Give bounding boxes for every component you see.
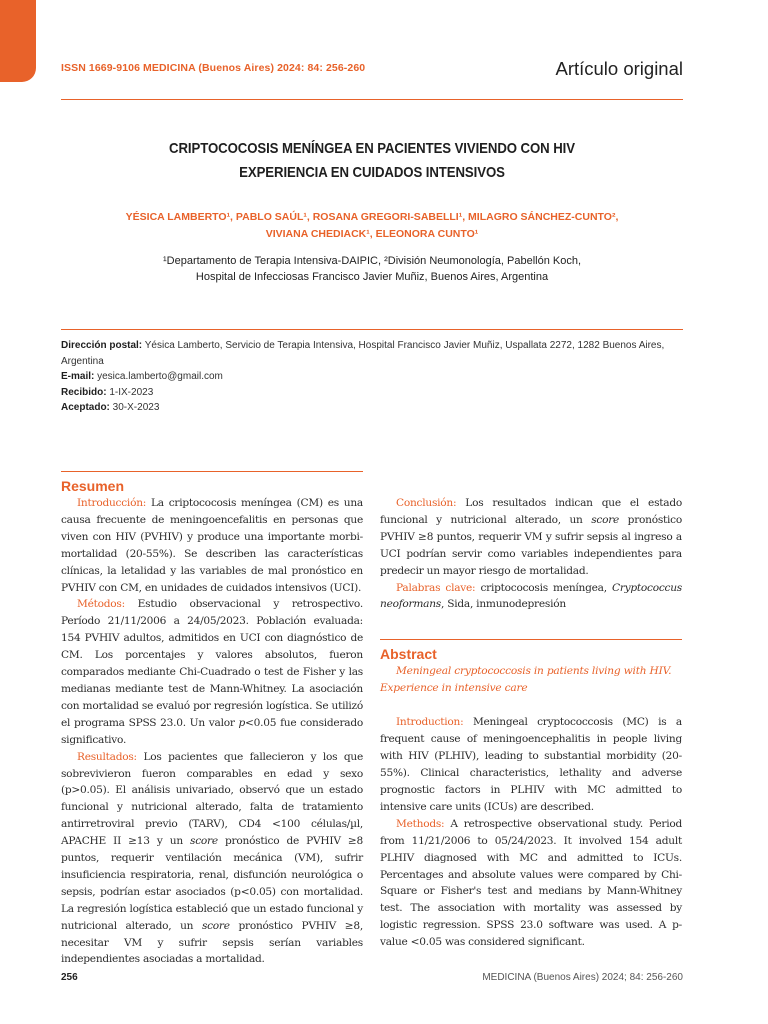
abs-intro-text: Meningeal cryptococcosis (MC) is a frequent cause of meningoencephalitis in people living with HIV (PLHIV), leading to substantial morbidity (20-55%). Clinical characteristics, lethality and adverse prognostic factors in PLHIV with MC admitted to intensive care units (ICUs) are described.	[380, 716, 682, 813]
accepted-value: 30-X-2023	[109, 402, 160, 413]
results-text-2: pronóstico de PVHIV ≥8 puntos, requerir ventilación mecánica (VM), sufrir insuficiencia respiratoria, renal, disfunción neurológica o sepsis, podrían estar asociados (p<0.05) con mortalidad. La regresión logística estableció que un estado funcional y nutricional alterado, un	[61, 835, 363, 932]
methods-tail: <0.05 fue considerado significativo.	[61, 716, 363, 746]
conclusion-label: Conclusión:	[396, 497, 457, 509]
methods-text: Estudio observacional y retrospectivo. Período 21/11/2006 a 24/05/2023. Población evaluada: 154 PVHIV adultos, admitidos en UCI con diagnóstico de CM. Los porcentajes y valores absolutos, fueron comparados mediante Chi-Cuadrado o test de Fisher y las medianas mediante test de Mann-Whitney. La asociación con mortalidad se evaluó por regresión logística. Se utilizó el programa SPSS 23.0. Un valor	[61, 598, 363, 729]
postal-address	[61, 338, 683, 369]
abstract-heading: Abstract	[380, 646, 437, 663]
header-divider	[61, 99, 683, 100]
affiliation-line-1: ¹Departamento de Terapia Intensiva-DAIPIC, ²División Neumonología, Pabellón Koch,	[162, 255, 582, 267]
intro-text: La criptococosis meníngea (CM) es una causa frecuente de meningoencefalitis en personas que viven con HIV (PVHIV) y produce una importante morbi-mortalidad (20-55%). Se describen las características clínicas, la letalidad y las variables de mal pronóstico en PVHIV con CM, en unidades de cuidados intensivos (UCI).	[61, 497, 363, 594]
keywords-italic: Cryptococcus neoformans	[380, 581, 682, 611]
right-column-spacer	[380, 471, 682, 495]
email-label: E-mail:	[61, 371, 95, 382]
email-row	[61, 369, 683, 385]
journal-issn: ISSN 1669-9106 MEDICINA (Buenos Aires) 2024: 84: 256-260	[61, 62, 366, 74]
methods-p: p	[238, 716, 246, 729]
keywords-label: Palabras clave:	[396, 581, 476, 594]
received-row	[61, 385, 683, 401]
postal-value: Yésica Lamberto, Servicio de Terapia Intensiva, Hospital Francisco Javier Muñiz, Uspallata 2272, 1282 Buenos Aires, Argentina	[61, 340, 665, 367]
intro-label: Introducción:	[77, 497, 147, 509]
affiliations	[61, 254, 683, 285]
resumen-resultados	[61, 749, 363, 969]
left-column	[61, 471, 363, 968]
abs-methods-text: A retrospective observational study. Period from 11/21/2006 to 05/24/2023. It involved 154 adult PLHIV diagnosed with MC and admitted to ICUs. Percentages and absolute values were compared by Chi-Square or Fisher's test and medians by Mann-Whitney test. The association with mortality was assessed by logistic regression. SPSS 23.0 software was used. A p-value <0.05 was considered significant.	[380, 817, 682, 949]
results-text-3: pronóstico PVHIV ≥8, necesitar VM y sufrir sepsis serían variables independientes asociadas a mortalidad.	[61, 919, 363, 966]
article-title	[61, 137, 683, 185]
accepted-label: Aceptado:	[61, 402, 110, 413]
resumen-metodos	[61, 596, 363, 748]
title-line-1: CRIPTOCOCOSIS MENÍNGEA EN PACIENTES VIVIENDO CON HIV	[169, 140, 575, 157]
contact-divider	[61, 329, 683, 330]
keywords-text-1: criptococosis meníngea,	[475, 581, 612, 594]
postal-label: Dirección postal:	[61, 340, 143, 351]
results-score-2: score	[201, 919, 230, 932]
results-text-1: Los pacientes que fallecieron y los que sobrevivieron fueron comparables en edad y sexo (p>0.05). El análisis univariado, observó que un estado funcional y nutricional alterado, falta de tratamiento antirretroviral previo (TARV), CD4 <100 células/µl, APACHE II ≥13 y un	[61, 750, 363, 848]
abstract-methods	[380, 816, 682, 951]
authors-line-2: VIVIANA CHEDIACK¹, ELEONORA CUNTO¹	[265, 228, 479, 240]
conclusion-text-2: pronóstico PVHIV ≥8 puntos, requerir VM y sufrir sepsis al ingreso a UCI podrían servir como variables independientes para predecir un mayor riesgo de mortalidad.	[380, 513, 682, 577]
abstract-divider	[380, 639, 682, 640]
conclusion-score: score	[591, 513, 620, 526]
abstract-title: Meningeal cryptococcosis in patients living with HIV. Experience in intensive care	[380, 665, 672, 695]
conclusion-text-1: Los resultados indican que el estado funcional y nutricional alterado, un	[380, 497, 682, 526]
email-value[interactable]: yesica.lamberto@gmail.com	[94, 371, 223, 382]
received-label: Recibido:	[61, 386, 107, 398]
contact-block	[61, 338, 683, 416]
accepted-row	[61, 400, 683, 416]
page-number: 256	[61, 972, 78, 983]
affiliation-line-2: Hospital de Infecciosas Francisco Javier Muñiz, Buenos Aires, Argentina	[195, 270, 549, 283]
palabras-clave	[380, 580, 682, 614]
title-line-2: EXPERIENCIA EN CUIDADOS INTENSIVOS	[239, 164, 505, 181]
abstract-introduction	[380, 714, 682, 815]
resumen-heading: Resumen	[61, 478, 125, 494]
article-type: Artículo original	[555, 58, 683, 79]
footer-journal: MEDICINA (Buenos Aires) 2024; 84: 256-260	[482, 972, 683, 983]
results-score-1: score	[190, 835, 218, 848]
results-label: Resultados:	[77, 750, 137, 763]
keywords-text-2: , Sida, inmunodepresión	[440, 598, 566, 611]
author-list	[61, 209, 683, 243]
methods-label: Métodos:	[77, 598, 125, 611]
corner-tab-decoration	[0, 0, 36, 82]
abs-intro-label: Introduction:	[396, 716, 464, 729]
received-value: 1-IX-2023	[106, 386, 154, 398]
abstract-spacer	[380, 613, 682, 639]
resumen-introduccion	[61, 495, 363, 596]
abstract-title-gap	[380, 697, 682, 714]
resumen-divider	[61, 471, 363, 472]
resumen-conclusion	[380, 495, 682, 580]
abs-methods-label: Methods:	[396, 817, 445, 830]
right-column	[380, 471, 682, 951]
authors-line-1: YÉSICA LAMBERTO¹, PABLO SAÚL¹, ROSANA GREGORI-SABELLI¹, MILAGRO SÁNCHEZ-CUNTO²,	[125, 211, 619, 223]
